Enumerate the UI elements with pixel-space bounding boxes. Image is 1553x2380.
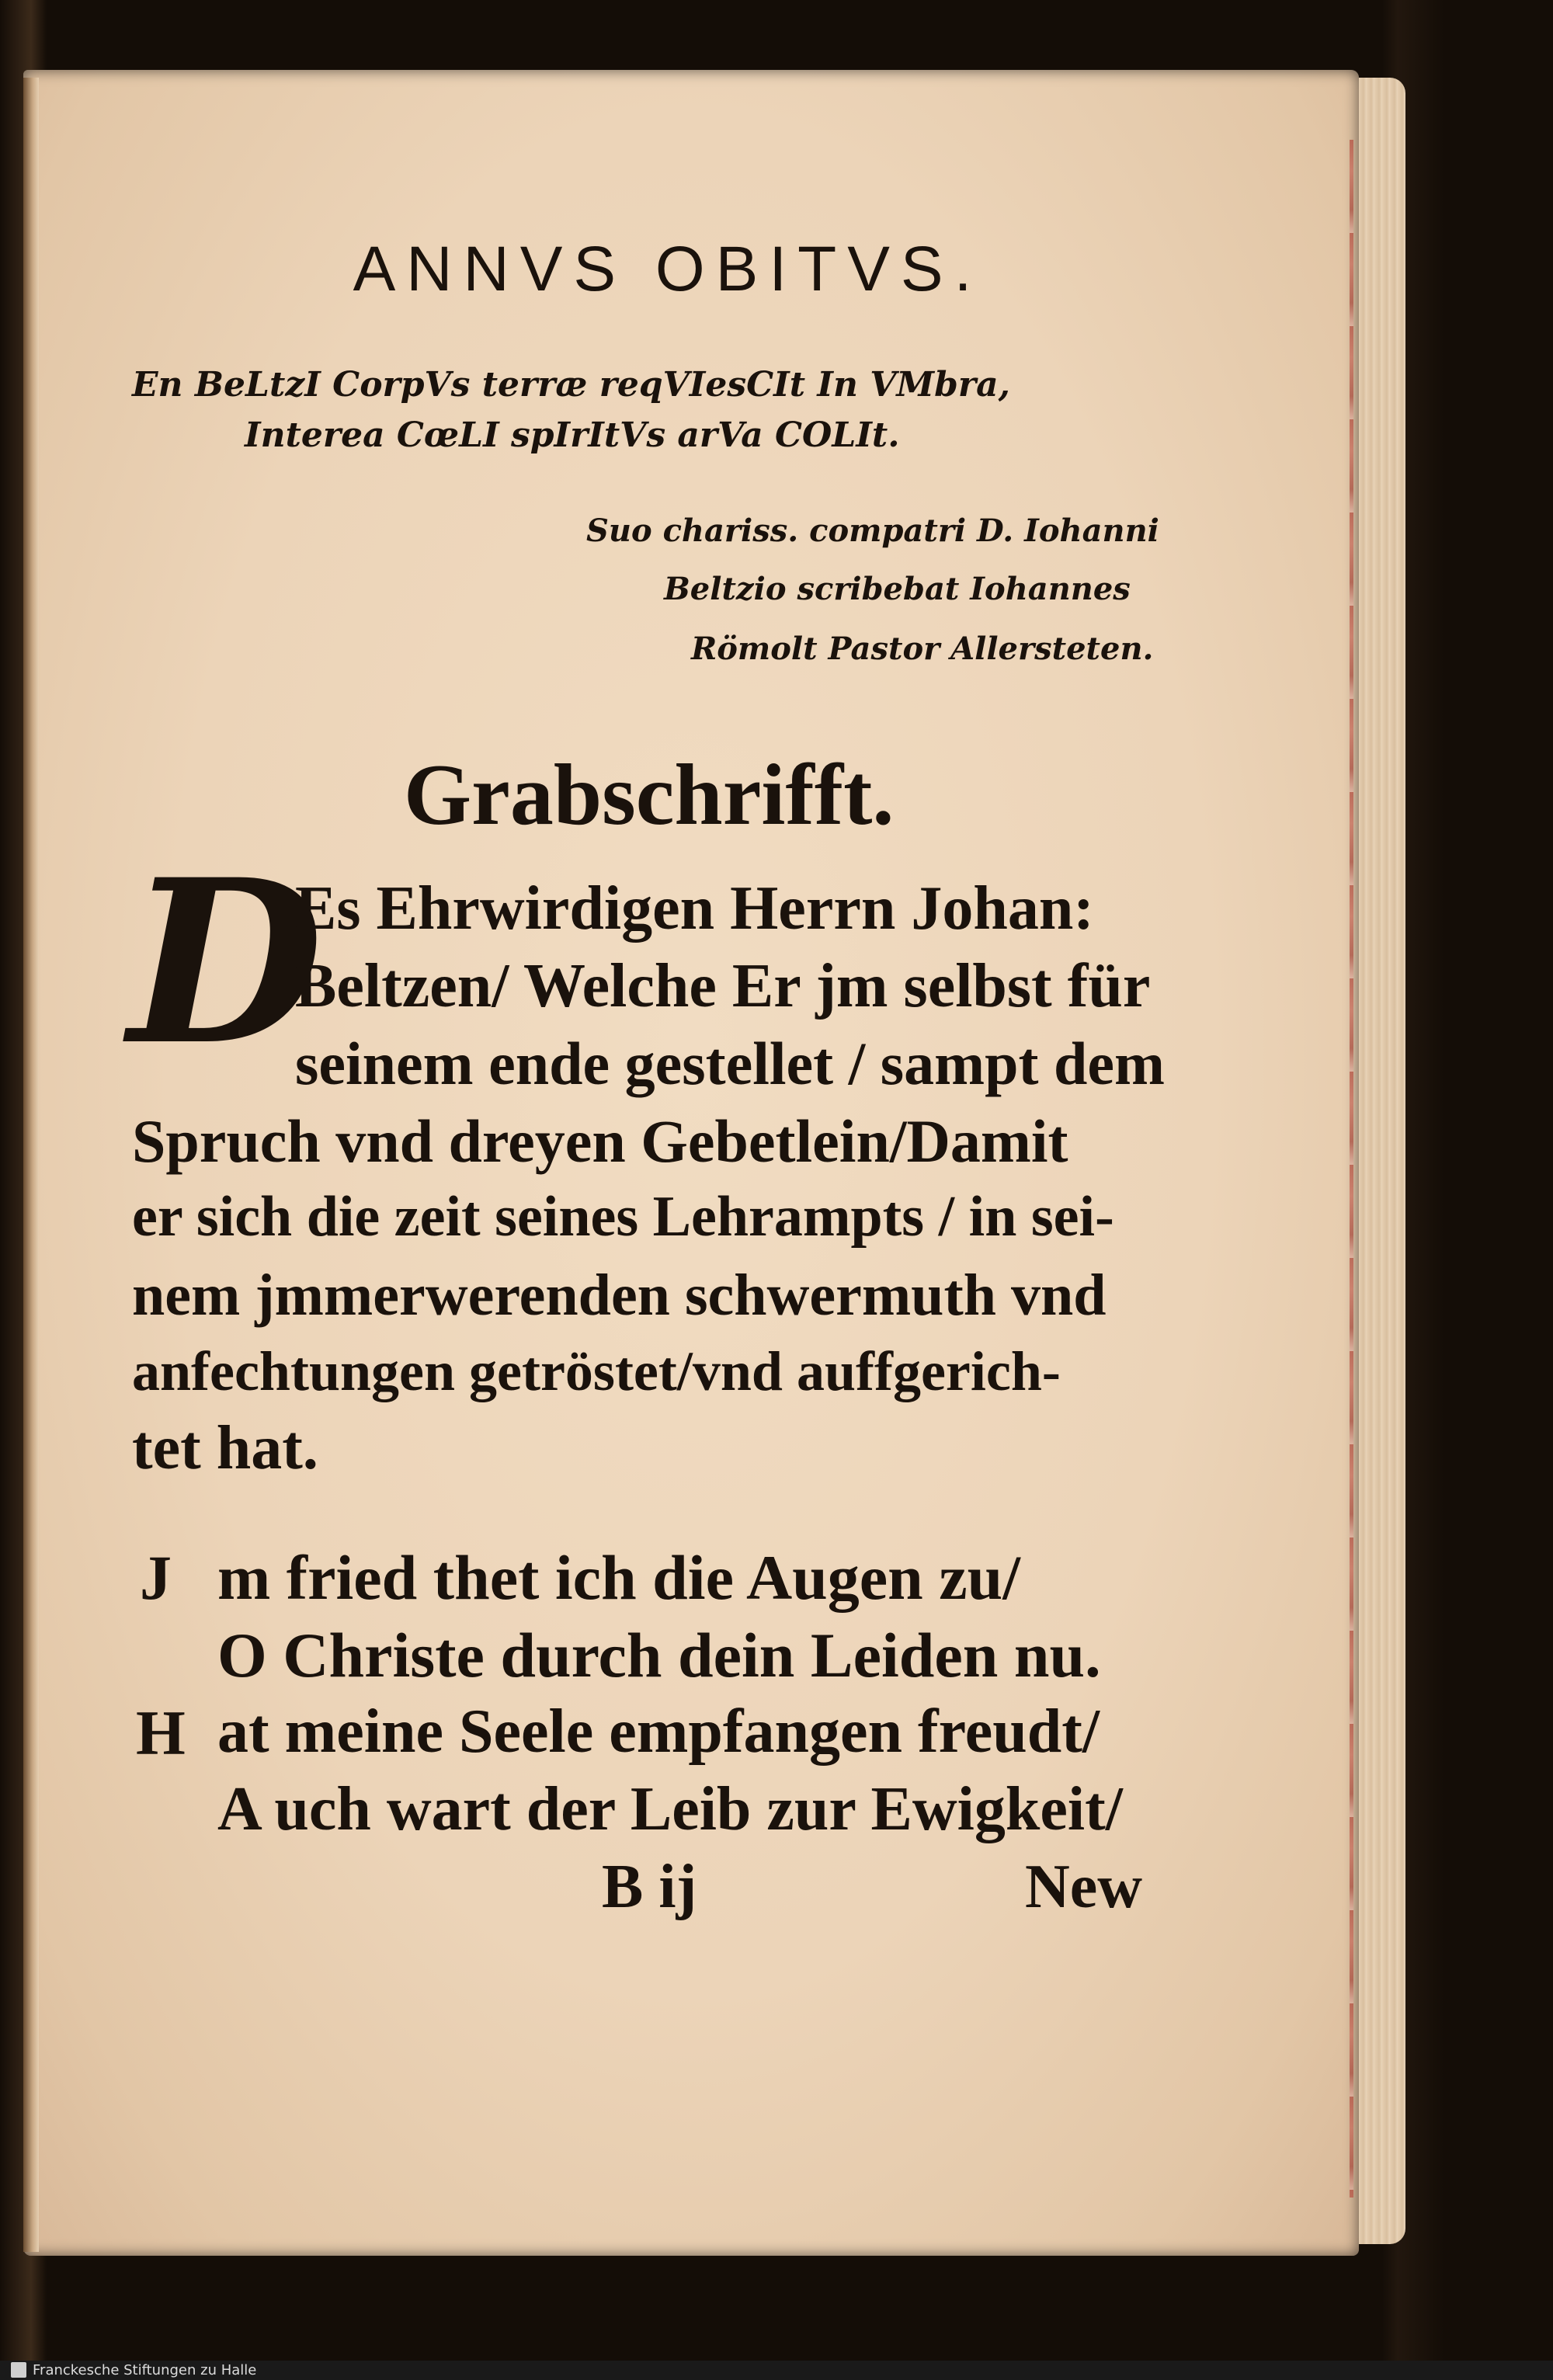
body-line-4: Spruch vnd dreyen Gebetlein/Damit xyxy=(132,1107,1068,1175)
body-line-5: er sich die zeit seines Lehrampts / in sei- xyxy=(132,1185,1114,1249)
binding-gutter xyxy=(23,78,39,2252)
body-line-2: Beltzen/ Welche Er jm selbst für xyxy=(295,952,1151,1020)
chronogram-line-2: Interea CœLI spIrItVs arVa COLIt. xyxy=(245,415,900,455)
body-line-1: Es Ehrwirdigen Herrn Johan: xyxy=(295,874,1094,943)
body-line-8: tet hat. xyxy=(132,1414,318,1482)
verse-line-2: O Christe durch dein Leiden nu. xyxy=(217,1620,1101,1690)
red-page-edge xyxy=(1350,140,1353,2198)
section-title: Grabschrifft. xyxy=(404,747,895,843)
body-line-7: anfechtungen getröstet/vnd auffgerich- xyxy=(132,1340,1061,1402)
verse-line-3-initial: H xyxy=(136,1697,186,1768)
footer-institution: Franckesche Stiftungen zu Halle xyxy=(33,2362,257,2378)
drop-cap-initial: D xyxy=(128,831,324,1095)
body-line-3: seinem ende gestellet / sampt dem xyxy=(295,1030,1165,1097)
verse-line-1: m fried thet ich die Augen zu/ xyxy=(217,1542,1021,1613)
dedication-line-1: Suo chariss. compatri D. Iohanni xyxy=(586,512,1159,549)
signature-mark: B ij xyxy=(602,1853,697,1921)
catchword: New xyxy=(1025,1853,1143,1921)
verse-line-3: at meine Seele empfangen freudt/ xyxy=(217,1697,1100,1766)
page-heading: ANNVS OBITVS. xyxy=(353,234,983,304)
chronogram-line-1: En BeLtzI CorpVs terræ reqVIesCIt In VMbra, xyxy=(132,365,1010,405)
institution-logo-icon xyxy=(11,2362,26,2378)
footer-bar xyxy=(0,2361,1553,2380)
dedication-line-3: Römolt Pastor Allersteten. xyxy=(691,631,1154,667)
verse-line-4: A uch wart der Leib zur Ewigkeit/ xyxy=(217,1775,1123,1843)
verse-line-1-initial: J xyxy=(140,1542,172,1613)
body-line-6: nem jmmerwerenden schwermuth vnd xyxy=(132,1263,1107,1328)
dedication-line-2: Beltzio scribebat Iohannes xyxy=(664,571,1131,607)
